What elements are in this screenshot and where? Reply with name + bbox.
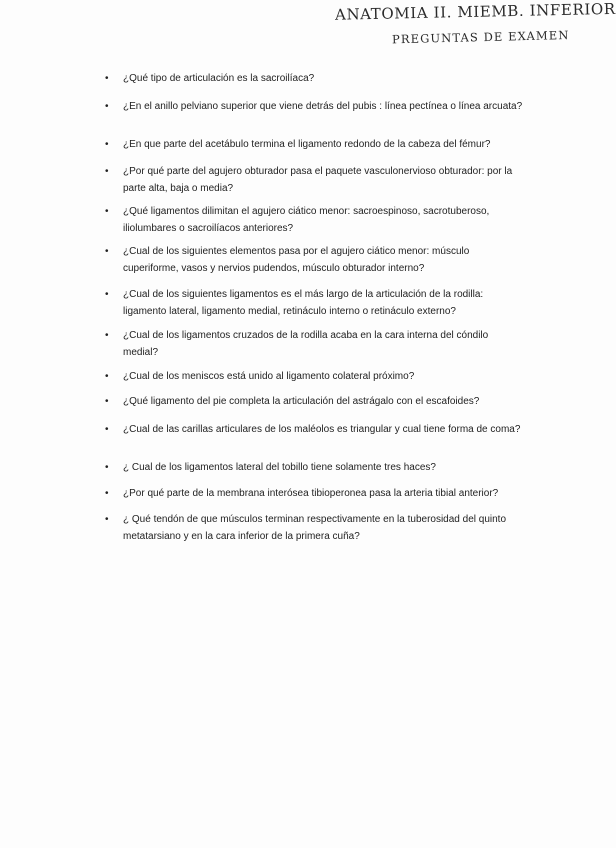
bullet-icon: • bbox=[105, 166, 109, 177]
bullet-icon: • bbox=[105, 514, 109, 525]
question-item bbox=[105, 286, 525, 320]
bullet-icon: • bbox=[105, 371, 109, 382]
question-item bbox=[105, 136, 525, 153]
bullet-icon: • bbox=[105, 101, 109, 112]
bullet-icon: • bbox=[105, 139, 109, 150]
question-text: ¿En el anillo pelviano superior que viene detrás del pubis : línea pectínea o línea arcuata? bbox=[123, 101, 523, 112]
question-text: ¿Cual de las carillas articulares de los maléolos es triangular y cual tiene forma de coma? bbox=[123, 424, 521, 435]
bullet-icon: • bbox=[105, 396, 109, 407]
question-item bbox=[105, 421, 525, 438]
question-text: ¿Cual de los siguientes elementos pasa por el agujero ciático menor: músculo cuperiforme, vasos y nervios pudendos, músculo obturador interno? bbox=[123, 246, 470, 274]
question-item bbox=[105, 243, 525, 277]
question-text: ¿Qué ligamento del pie completa la articulación del astrágalo con el escafoides? bbox=[123, 396, 480, 407]
bullet-icon: • bbox=[105, 206, 109, 217]
bullet-icon: • bbox=[105, 289, 109, 300]
bullet-icon: • bbox=[105, 330, 109, 341]
question-item bbox=[105, 485, 525, 502]
question-text: ¿Cual de los siguientes ligamentos es el más largo de la articulación de la rodilla: ligamento lateral, ligamento medial, retináculo interno o retináculo externo? bbox=[123, 289, 484, 317]
question-item bbox=[105, 163, 525, 197]
question-item bbox=[105, 393, 525, 410]
bullet-icon: • bbox=[105, 488, 109, 499]
bullet-icon: • bbox=[105, 73, 109, 84]
bullet-icon: • bbox=[105, 246, 109, 257]
question-text: ¿Por qué parte del agujero obturador pasa el paquete vasculonervioso obturador: por la parte alta, baja o media? bbox=[123, 166, 513, 194]
question-text: ¿En que parte del acetábulo termina el ligamento redondo de la cabeza del fémur? bbox=[123, 139, 491, 150]
bullet-icon: • bbox=[105, 462, 109, 473]
question-text: ¿Qué ligamentos dilimitan el agujero ciático menor: sacroespinoso, sacrotuberoso, iliolumbares o sacroilíacos anteriores? bbox=[123, 206, 490, 234]
question-item bbox=[105, 511, 525, 545]
question-item bbox=[105, 203, 525, 237]
question-item bbox=[105, 459, 525, 476]
handwritten-title: ANATOMIA II. MIEMB. INFERIOR bbox=[334, 0, 616, 24]
question-text: ¿Por qué parte de la membrana interósea tibioperonea pasa la arteria tibial anterior? bbox=[123, 488, 499, 499]
bullet-icon: • bbox=[105, 424, 109, 435]
question-item bbox=[105, 368, 525, 385]
question-text: ¿ Cual de los ligamentos lateral del tobillo tiene solamente tres haces? bbox=[123, 462, 436, 473]
handwritten-subtitle: PREGUNTAS DE EXAMEN bbox=[391, 27, 570, 47]
question-text: ¿ Qué tendón de que músculos terminan respectivamente en la tuberosidad del quinto metatarsiano y en la cara inferior de la primera cuña? bbox=[123, 514, 507, 542]
question-item bbox=[105, 98, 525, 115]
question-text: ¿Cual de los meniscos está unido al ligamento colateral próximo? bbox=[123, 371, 415, 382]
question-item bbox=[105, 70, 525, 87]
question-text: ¿Cual de los ligamentos cruzados de la rodilla acaba en la cara interna del cóndilo medial? bbox=[123, 330, 489, 358]
question-item bbox=[105, 327, 525, 361]
question-text: ¿Qué tipo de articulación es la sacroilíaca? bbox=[123, 73, 315, 84]
